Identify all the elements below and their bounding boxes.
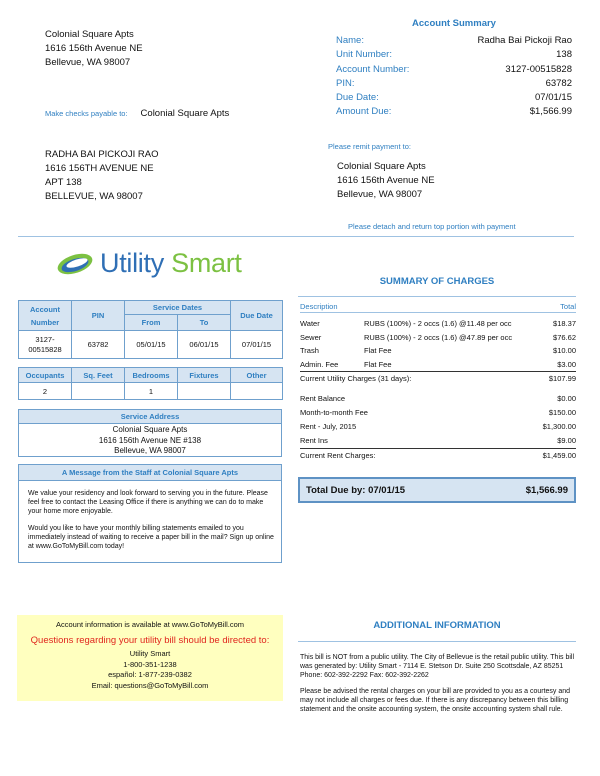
rent-row (300, 434, 576, 448)
utility-subtotal-amount: $107.99 (548, 374, 576, 383)
rent-amount: $150.00 (548, 408, 576, 417)
account-info-table (18, 300, 283, 359)
summary-value: $1,566.99 (529, 106, 572, 118)
logo-word-smart: Smart (171, 248, 242, 278)
rent-subtotal-label: Current Rent Charges: (300, 451, 376, 460)
tenant-address (45, 148, 159, 204)
utility-subtotal-label: Current Utility Charges (31 days): (300, 374, 412, 383)
remit-street: 1616 156th Avenue NE (337, 175, 435, 186)
summary-value: 138 (556, 49, 572, 61)
summary-row (336, 63, 572, 77)
landlord-city: Bellevue, WA 98007 (45, 57, 131, 68)
summary-value: Radha Bai Pickoji Rao (477, 35, 572, 46)
charge-description: RUBS (100%) - 2 occs (1.6) @47.89 per occ (364, 332, 513, 342)
bedrooms-header: Bedrooms (125, 368, 178, 383)
rent-row (300, 420, 576, 434)
description-header: Description (300, 302, 338, 311)
sq-feet-value (72, 383, 125, 400)
summary-row (336, 77, 572, 91)
charge-description: Flat Fee (364, 359, 392, 369)
service-dates-header: Service Dates (125, 301, 231, 315)
remit-address (337, 160, 435, 202)
detach-divider (18, 236, 574, 237)
service-address-line3: Bellevue, WA 98007 (114, 446, 186, 455)
contact-phone-spanish: español: 1-877-239-0382 (108, 670, 192, 679)
fixtures-header: Fixtures (178, 368, 231, 383)
questions-heading: Questions regarding your utility bill should be directed to: (30, 635, 270, 646)
rent-subtotal-row (300, 448, 576, 461)
summary-value: 07/01/15 (535, 92, 572, 104)
contact-email: Email: questions@GoToMyBill.com (91, 680, 209, 690)
account-number-header: Account Number (19, 301, 72, 331)
summary-label: PIN: (336, 77, 355, 89)
remit-label: Please remit payment to: (328, 142, 411, 151)
summary-label: Unit Number: (336, 49, 392, 61)
summary-row (336, 105, 572, 119)
other-header: Other (231, 368, 283, 383)
total-due-box (298, 477, 576, 503)
additional-information-divider (298, 641, 576, 642)
other-value (231, 383, 283, 400)
charge-description: RUBS (100%) - 2 occs (1.6) @11.48 per occ (364, 319, 512, 328)
payable-value: Colonial Square Apts (140, 108, 230, 119)
staff-message-box (18, 464, 282, 563)
payable-label: Make checks payable to: (45, 109, 128, 118)
charge-description: Flat Fee (364, 346, 392, 355)
summary-label: Account Number: (336, 63, 410, 75)
charge-amount: $18.37 (553, 319, 576, 328)
tenant-apt: APT 138 (45, 177, 82, 188)
summary-row (336, 34, 572, 48)
summary-of-charges-title: SUMMARY OF CHARGES (379, 276, 495, 287)
utility-smart-logo (55, 248, 242, 279)
remit-city: Bellevue, WA 98007 (337, 189, 423, 200)
occupants-header: Occupants (19, 368, 72, 383)
additional-info-paragraph-1: This bill is NOT from a public utility. The City of Bellevue is the retail public utility. This bill was generated by: Utility Smart - 7114 E. Stetson Dr. Suite 250 Scottsdale, AZ 85251 Phone: 602-392-2292 Fax: 602-392-2262 (300, 654, 575, 679)
total-header: Total (560, 302, 576, 311)
payable-to (45, 108, 229, 119)
summary-value: 3127-00515828 (505, 63, 572, 75)
rent-amount: $0.00 (557, 394, 576, 403)
summary-row (336, 48, 572, 62)
contact-info-box (17, 615, 283, 701)
service-address-line2: 1616 156th Avenue NE #138 (98, 435, 202, 445)
logo-word-utility: Utility (100, 248, 164, 278)
summary-row (336, 91, 572, 105)
tenant-name: RADHA BAI PICKOJI RAO (45, 149, 159, 160)
charge-amount: $76.62 (553, 332, 576, 342)
rent-amount: $1,300.00 (542, 422, 576, 431)
charge-row (300, 358, 576, 372)
utility-subtotal-row (300, 371, 576, 384)
fixtures-value (178, 383, 231, 400)
pin-header: PIN (72, 301, 125, 331)
due-date-value: 07/01/15 (231, 331, 283, 359)
charge-row (300, 344, 576, 358)
rent-row (300, 406, 576, 420)
rent-row (300, 392, 576, 406)
staff-message-paragraph-2: Would you like to have your monthly billing statements emailed to you immediately instead of waiting to receive a paper bill in the mail? Sign up online at www.GoToMyBill.com today! (28, 525, 274, 550)
charge-name: Water (300, 319, 320, 328)
rent-name: Month-to-month Fee (300, 408, 368, 417)
logo-swoosh-icon (55, 252, 95, 276)
summary-label: Amount Due: (336, 106, 392, 118)
rent-name: Rent - July, 2015 (300, 422, 357, 431)
pin-value: 63782 (72, 331, 125, 359)
rent-name: Rent Balance (300, 394, 346, 403)
total-due-label: Total Due by: 07/01/15 (306, 484, 406, 496)
logo-wordmark (100, 248, 242, 279)
unit-info-table (18, 367, 283, 400)
service-address-title: Service Address (19, 410, 281, 424)
account-summary-title: Account Summary (412, 18, 496, 29)
due-date-header: Due Date (231, 301, 283, 331)
additional-info-paragraph-2: Please be advised the rental charges on your bill are provided to you as a courtesy and may not include all charges or fees due. If there is any discrepancy between this billing statement and the onsite accounting system, the onsite accounting system shall rule. (300, 688, 571, 713)
bedrooms-value: 1 (125, 383, 178, 400)
from-header: From (125, 315, 178, 331)
tenant-street: 1616 156TH AVENUE NE (45, 163, 154, 174)
from-value: 05/01/15 (125, 331, 178, 359)
detach-note: Please detach and return top portion with payment (348, 222, 516, 231)
charge-name: Admin. Fee (300, 359, 339, 369)
rent-subtotal-amount: $1,459.00 (542, 451, 576, 460)
account-number-value: 3127-00515828 (19, 331, 72, 359)
charge-name: Sewer (300, 332, 322, 342)
summary-label: Due Date: (336, 92, 379, 104)
service-address-line1: Colonial Square Apts (112, 425, 188, 434)
occupants-value: 2 (19, 383, 72, 400)
rent-amount: $9.00 (557, 436, 576, 445)
landlord-name: Colonial Square Apts (45, 29, 134, 40)
to-value: 06/01/15 (178, 331, 231, 359)
contact-phone: 1-800-351-1238 (123, 659, 177, 669)
remit-name: Colonial Square Apts (337, 161, 426, 172)
service-address-box (18, 409, 282, 457)
charges-title-divider (298, 296, 576, 297)
charge-amount: $3.00 (557, 359, 576, 369)
landlord-address (45, 28, 143, 70)
contact-company: Utility Smart (129, 649, 171, 658)
summary-label: Name: (336, 35, 364, 46)
account-summary (336, 18, 572, 120)
staff-message-title: A Message from the Staff at Colonial Square Apts (19, 465, 281, 481)
charge-amount: $10.00 (553, 346, 576, 355)
charge-name: Trash (300, 346, 319, 355)
landlord-street: 1616 156th Avenue NE (45, 43, 143, 54)
total-due-amount: $1,566.99 (525, 484, 568, 496)
to-header: To (178, 315, 231, 331)
charges-header-row (300, 300, 576, 313)
tenant-city: BELLEVUE, WA 98007 (45, 191, 143, 202)
account-info-url-text: Account information is available at www.GoToMyBill.com (56, 620, 244, 629)
summary-value: 63782 (545, 77, 572, 89)
staff-message-paragraph-1: We value your residency and look forward to serving you in the future. Please feel free to contact the Leasing Office if there is anything we can do to make your home more enjoyable. (28, 490, 268, 515)
charges-table (300, 300, 576, 461)
additional-information-title: ADDITIONAL INFORMATION (373, 620, 501, 631)
rent-name: Rent Ins (300, 436, 328, 445)
charge-row (300, 317, 576, 331)
sq-feet-header: Sq. Feet (72, 368, 125, 383)
charge-row (300, 331, 576, 345)
